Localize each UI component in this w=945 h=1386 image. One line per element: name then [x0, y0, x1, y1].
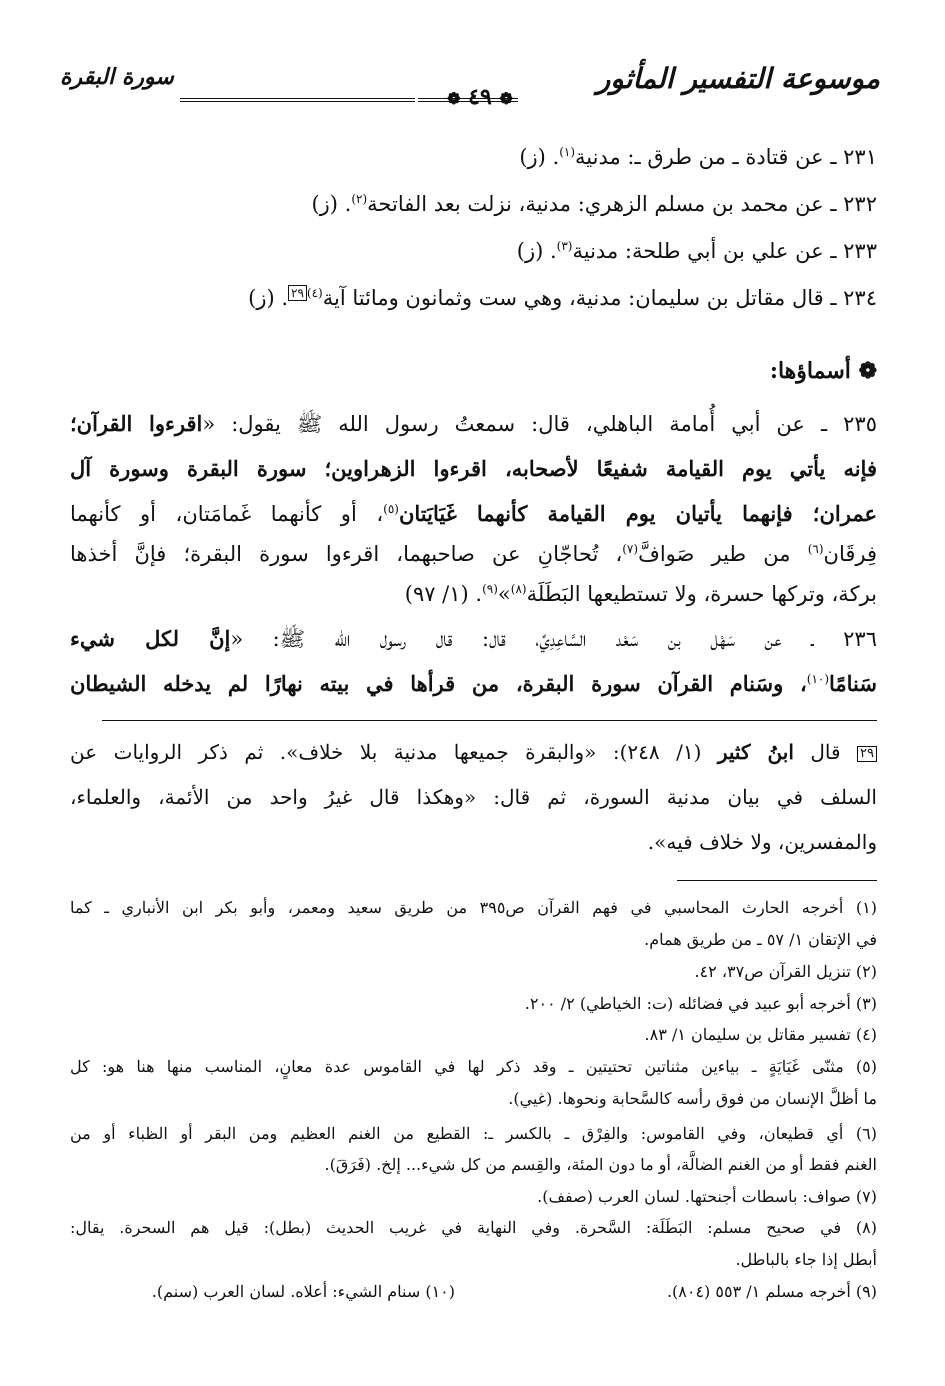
footnote-2: (٢) تنزيل القرآن ص٣٧، ٤٢. — [694, 962, 877, 981]
footnote-4: (٤) تفسير مقاتل بن سليمان ١/ ٨٣. — [644, 1025, 877, 1044]
ornament-icon: ❁ — [499, 89, 513, 108]
footnote-1-line-1: (١) أخرجه الحارث المحاسبي في فهم القرآن ص٣٩٥ من طريق سعيد ومعمر، وأبو بكر ابن الأنباري ـ كما — [70, 898, 877, 917]
commentary-box: ٢٩ — [857, 746, 877, 762]
section-heading — [770, 358, 877, 384]
footnote-ref[interactable]: (٦) — [807, 542, 824, 556]
footnote-5-line-2: ما أظلَّ الإنسان من فوق رأسه كالسَّحابة ونحوها. (غيي). — [508, 1089, 877, 1108]
narration-231: ٢٣١ ـ عن قتادة ـ من طرق ـ: مدنية$^{(١)}$. (ز) — [519, 145, 877, 169]
footnote-ref[interactable]: (١) — [559, 145, 576, 159]
footnote-divider — [677, 880, 877, 881]
commentary-line-2: السلف في بيان مدنية السورة، ثم قال: «وهكذا قال غيرُ واحد من الأئمة، والعلماء، — [70, 785, 877, 809]
footnote-6-line-1: (٦) أي قطيعان، وفي القاموس: والفِرْق ـ بالكسر ـ: القطيع من الغنم العظيم ومن البقر أو الظباء أو من — [70, 1124, 877, 1143]
footnote-ref[interactable]: (٨) — [510, 582, 527, 596]
surah-name: سورة البقرة — [60, 64, 174, 90]
footnote-9: (٩) أخرجه مسلم ١/ ٥٥٣ (٨٠٤). — [666, 1282, 877, 1301]
page-number — [430, 84, 530, 110]
book-title: موسوعة التفسير المأثور — [596, 62, 880, 95]
flower-ornament-icon: ❁ — [858, 358, 877, 384]
footnote-ref[interactable]: (٧) — [622, 542, 639, 556]
narration-232: ٢٣٢ ـ عن محمد بن مسلم الزهري: مدنية، نزلت بعد الفاتحة$^{(٢)}$. (ز) — [311, 192, 877, 216]
narration-236-line-2: سَنامًا$^{(١٠)}$، وسَنام القرآن سورة البقرة، من قرأها في بيته نهارًا لم يدخله الشيطان — [70, 671, 877, 696]
commentary-ref-box[interactable]: ٢٩ — [288, 285, 307, 301]
footnote-ref[interactable]: (١٠) — [806, 672, 830, 686]
narration-234: ٢٣٤ ـ قال مقاتل بن سليمان: مدنية، وهي ست وثمانون ومائتا آية$^{(٤)}$٢٩. (ز) — [248, 286, 877, 310]
header-rule-left — [180, 98, 415, 102]
footnote-ref[interactable]: (٢) — [351, 192, 368, 206]
footnote-10: (١٠) سنام الشيء: أعلاه. لسان العرب (سنم). — [151, 1282, 455, 1301]
commentary-divider — [102, 720, 877, 721]
running-header — [60, 52, 880, 112]
narration-235-line-2: فإنه يأتي يوم القيامة شفيعًا لأصحابه، اقرءوا الزهراوين؛ سورة البقرة وسورة آل — [70, 456, 877, 481]
page-number-text: ٤٩ — [468, 84, 492, 110]
footnote-7: (٧) صواف: باسطات أجنحتها. لسان العرب (صفف). — [537, 1187, 877, 1206]
footnote-ref[interactable]: (٩) — [482, 582, 498, 596]
narration-235-line-3: عمران؛ فإنهما يأتيان يوم القيامة كأنهما غَيَايَتان$^{(٥)}$، أو كأنهما غَمامَتان، أو كأنهما — [70, 501, 877, 526]
narration-235-line-4: فِرقَان$^{(٦)}$ من طير صَوافَّ$^{(٧)}$، تُحاجّانِ عن صاحبهما، اقرءوا سورة البقرة؛ فإنَّ أخذها — [70, 542, 878, 566]
footnote-ref[interactable]: (٤) — [306, 286, 323, 300]
commentary-line-3: والمفسرين، ولا خلاف فيه». — [647, 830, 877, 854]
narration-236-line-1: ٢٣٦ ـ عن سَهْل بن سَعْد السَّاعِدِيِّ، قال: قال رسول الله ﷺ: «إنَّ لكل شيء — [70, 626, 877, 651]
commentary-line-1: ٢٩ قال ابنُ كثير (١/ ٢٤٨): «والبقرة جميعها مدنية بلا خلاف». ثم ذكر الروايات عن — [70, 738, 877, 766]
narration-235-line-5: بركة، وتركها حسرة، ولا تستطيعها البَطَلَة$^{(٨)}$»$^{(٩)}$. (١/ ٩٧) — [404, 582, 877, 606]
section-title: أسماؤها: — [769, 358, 851, 384]
narration-235-line-1: ٢٣٥ ـ عن أبي أُمامة الباهلي، قال: سمعتُ رسول الله ﷺ يقول: «اقرءوا القرآن؛ — [70, 411, 877, 436]
footnote-8-line-2: أبطل إذا جاء بالباطل. — [735, 1250, 877, 1269]
footnote-5-line-1: (٥) مثنّى غَيَايَةٍ ـ بياءين مثناتين تحتيتين ـ وقد ذكر لها في القاموس عدة معانٍ، المناسب منها هنا هو: كل — [70, 1057, 877, 1076]
footnote-6-line-2: الغنم فقط أو من الغنم الضالَّة، أو ما دون المئة، والقِسم من كل شيء... إلخ. (فَرَقَ). — [324, 1155, 877, 1174]
footnote-8-line-1: (٨) في صحيح مسلم: البَطَلَة: السَّحرة. وفي النهاية في غريب الحديث (بطل): قيل هم السحرة. يقال: — [70, 1218, 877, 1237]
footnote-ref[interactable]: (٣) — [556, 239, 573, 253]
narration-233: ٢٣٣ ـ عن علي بن أبي طلحة: مدنية$^{(٣)}$. (ز) — [516, 239, 877, 263]
footnote-ref[interactable]: (٥) — [383, 502, 399, 516]
footnote-1-line-2: في الإتقان ١/ ٥٧ ـ من طريق همام. — [644, 930, 877, 949]
ornament-icon: ❁ — [447, 89, 461, 108]
footnote-3: (٣) أخرجه أبو عبيد في فضائله (ت: الخياطي) ٢/ ٢٠٠. — [524, 994, 877, 1013]
